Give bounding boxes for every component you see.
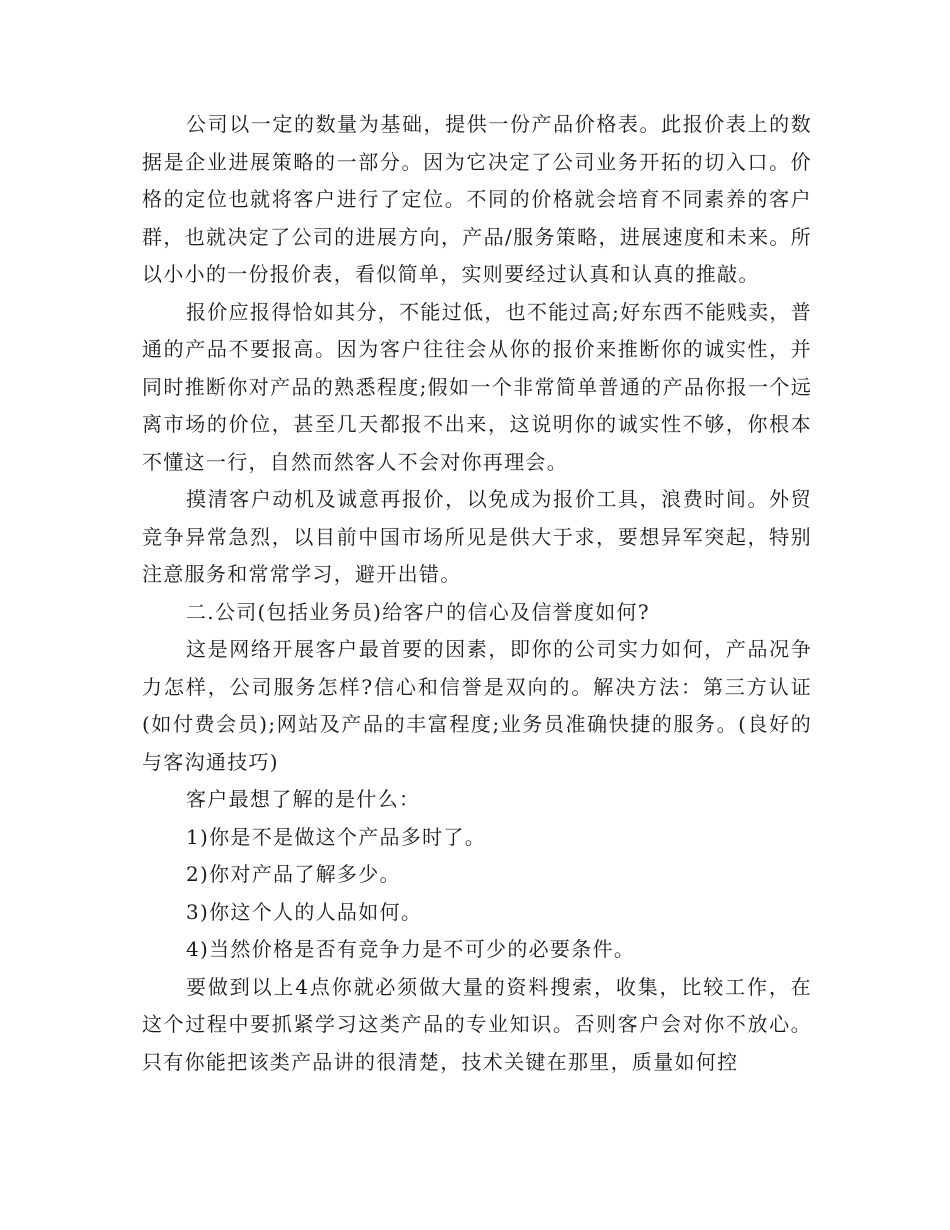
section-heading-credibility: 二.公司(包括业务员)给客户的信心及信誉度如何?	[186, 599, 650, 624]
list-item-1: 1)你是不是做这个产品多时了。	[186, 824, 487, 849]
paragraph-credibility: 这是网络开展客户最首要的因素，即你的公司实力如何，产品况争力怎样，公司服务怎样?信心和信誉是双向的。解决方法：第三方认证(如付费会员);网站及产品的丰富程度;业务员准确快捷的服务。(良好的与客沟通技巧)	[142, 637, 812, 774]
list-item-4: 4)当然价格是否有竞争力是不可少的必要条件。	[186, 937, 636, 961]
list-item-3: 3)你这个人的人品如何。	[186, 899, 423, 924]
paragraph-customer-motive: 摸清客户动机及诚意再报价，以免成为报价工具，浪费时间。外贸竞争异常急烈，以目前中国市场所见是供大于求，要想异军突起，特别注意服务和常常学习，避开出错。	[142, 487, 812, 586]
paragraph-customer-wants: 客户最想了解的是什么：	[186, 787, 421, 811]
document-body	[142, 106, 812, 1081]
paragraph-pricing-strategy: 报价应报得恰如其分，不能过低，也不能过高;好东西不能贱卖，普通的产品不要报高。因为客户往往会从你的报价来推断你的诚实性，并同时推断你对产品的熟悉程度;假如一个非常简单普通的产品你报一个远离市场的价位，甚至几天都报不出来，这说明你的诚实性不够，你根本不懂这一行，自然而然客人不会对你再理会。	[142, 299, 812, 474]
list-item-2: 2)你对产品了解多少。	[186, 862, 401, 886]
paragraph-pricing-basis: 公司以一定的数量为基础，提供一份产品价格表。此报价表上的数据是企业进展策略的一部分。因为它决定了公司业务开拓的切入口。价格的定位也就将客户进行了定位。不同的价格就会培育不同素养的客户群，也就决定了公司的进展方向，产品/服务策略，进展速度和未来。所以小小的一份报价表，看似简单，实则要经过认真和认真的推敲。	[142, 112, 812, 286]
paragraph-research: 要做到以上4点你就必须做大量的资料搜索，收集，比较工作，在这个过程中要抓紧学习这类产品的专业知识。否则客户会对你不放心。只有你能把该类产品讲的很清楚，技术关键在那里，质量如何控	[142, 974, 812, 1074]
